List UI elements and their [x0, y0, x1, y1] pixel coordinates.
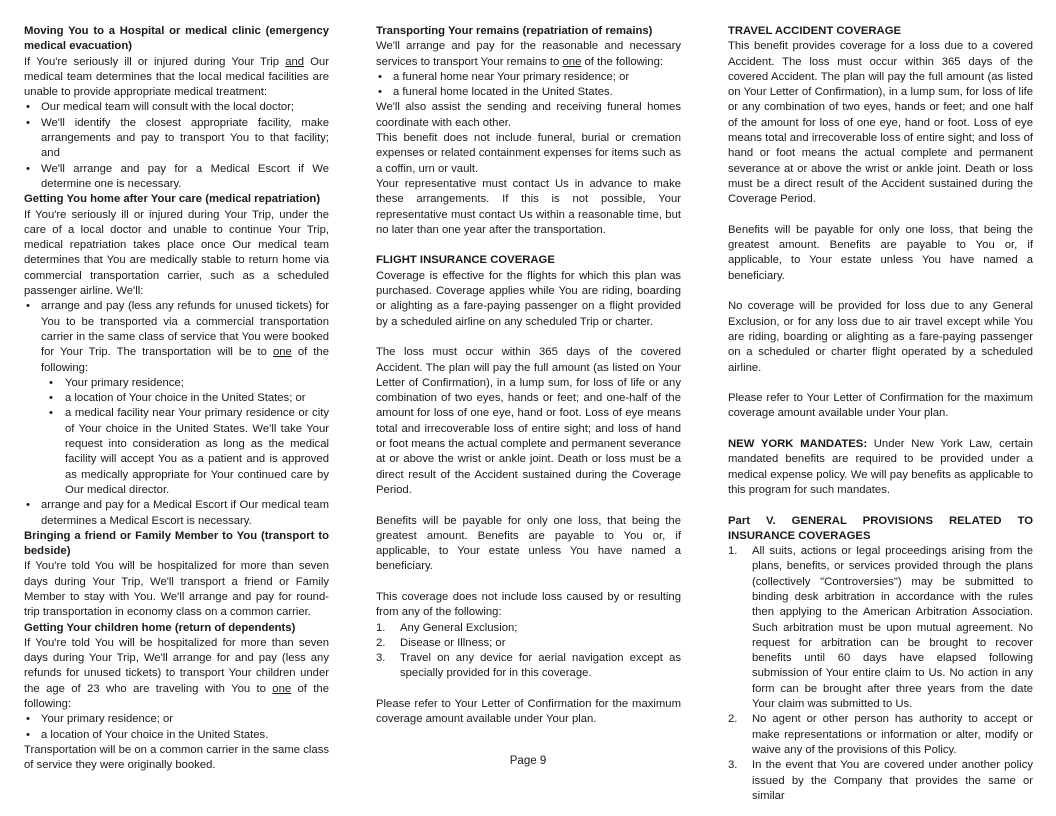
section-heading-transport-to-bedside: Bringing a friend or Family Member to You (transport to bedside) [24, 529, 329, 558]
list-item: • We'll arrange and pay for a Medical Escort if We determine one is necessary. [24, 162, 329, 193]
list-item: • Your primary residence; or [24, 712, 329, 727]
paragraph-representative-contact: Your representative must contact Us in advance to make these arrangements. If this is not possible, Your representative must contact Us within a reasonable time, but no later than one year after the transportation. [376, 177, 681, 236]
paragraph-new-york-mandates: NEW YORK MANDATES: Under New York Law, certain mandated benefits are required to be provided under a medical expense policy. We will pay benefits as applicable to this program for such mandates. [728, 438, 1033, 496]
list-item: • arrange and pay (less any refunds for unused tickets) for You to be transported via a commercial transportation carrier in the same class of service that You were booked for Your Trip. The transportation will be to one of the following: • Your primary residence; • a location of Your choice in the United States; or • a medical facility near Your primary residence or city of Your choice in the United States. We'll take Your request into consideration as long as the medical facility will accept You as a patient and is approved as medically appropriate for Your continued care by Our medical director. [24, 299, 329, 498]
column-left [24, 24, 329, 774]
list-item: • a location of Your choice in the United States. [24, 728, 329, 743]
list-item: • Our medical team will consult with the local doctor; [24, 100, 329, 115]
sub-bullet-list-destinations [24, 376, 329, 498]
column-middle [376, 24, 681, 728]
paragraph-travel-benefits: Benefits will be payable for only one loss, that being the greatest amount. Benefits are payable to You or, if applicable, to Your estate unless You have named a beneficiary. [728, 223, 1033, 282]
column-right [728, 24, 1033, 804]
list-item: 3. In the event that You are covered under another policy issued by the Company that provides the same or similar [728, 759, 1033, 802]
list-item: 1. Any General Exclusion; [376, 621, 518, 634]
paragraph-return-of-dependents: If You're told You will be hospitalized for more than seven days during Your Trip, We'll arrange for and pay (less any refunds for unused tickets) to transport Your children under the age of 23 who are traveling with You to one of the following: [24, 636, 329, 711]
paragraph-dependents-closing: Transportation will be on a common carrier in the same class of service they were originally booked. [24, 743, 329, 772]
paragraph-travel-maximum: Please refer to Your Letter of Confirmation for the maximum coverage amount available under Your plan. [728, 392, 1033, 420]
list-item: • Your primary residence; [24, 376, 329, 391]
list-item: • a funeral home located in the United States. [376, 85, 681, 100]
list-item: • arrange and pay for a Medical Escort if Our medical team determines a Medical Escort is necessary. [24, 498, 329, 529]
paragraph-flight-exclusions-intro: This coverage does not include loss caused by or resulting from any of the following: [376, 590, 681, 619]
paragraph-flight-coverage: Coverage is effective for the flights for which this plan was purchased. Coverage applies while You are riding, boarding or alighting as a fare-paying passenger on a flight provided by a scheduled airline on any scheduled Trip or charter. [376, 269, 681, 328]
paragraph-travel-accident-coverage: This benefit provides coverage for a loss due to a covered Accident. The loss must occur within 365 days of the covered Accident. The plan will pay the full amount (as listed on Your Letter of Confirmation), in a lump sum, for loss of life or any combination of two eyes, hands or feet; and one half of the amount for loss of one eye, hand or foot. Loss of eye means total and irrecoverable loss of entire sight; and loss of hand or foot means the actual complete and permanent severance at or above the wrist or ankle joint. Death or loss must be a direct result of the Accident sustained during the Coverage Period. [728, 40, 1033, 206]
bullet-list-medical-evacuation [24, 100, 329, 192]
paragraph-funeral-exclusions: This benefit does not include funeral, burial or cremation expenses or related containment expenses for items such as a coffin, urn or vault. [376, 132, 681, 175]
paragraph-funeral-coordination: We'll also assist the sending and receiving funeral homes coordinate with each other. [376, 101, 681, 129]
paragraph-medical-evacuation: If You're seriously ill or injured during Your Trip and Our medical team determines that the local medical facilities are unable to provide appropriate medical treatment: [24, 55, 329, 99]
page-number: Page 9 [509, 755, 547, 767]
section-heading-travel-accident: TRAVEL ACCIDENT COVERAGE [728, 25, 902, 37]
section-heading-return-of-dependents: Getting Your children home (return of dependents) [24, 621, 296, 634]
paragraph-flight-maximum: Please refer to Your Letter of Confirmation for the maximum coverage amount available under Your plan. [376, 698, 681, 726]
list-item: 2. No agent or other person has authority to accept or make representations or information or alter, modify or waive any of the provisions of this Policy. [728, 713, 1033, 756]
paragraph-flight-benefits: Benefits will be payable for only one loss, that being the greatest amount. Benefits are payable to You or, if applicable, to Your estate unless You have named a beneficiary. [376, 514, 681, 573]
section-heading-medical-evacuation: Moving You to a Hospital or medical clinic (emergency medical evacuation) [24, 25, 329, 53]
bullet-list-medical-repatriation [24, 299, 329, 528]
numbered-list-flight-exclusions [376, 621, 681, 682]
section-heading-flight-insurance: FLIGHT INSURANCE COVERAGE [376, 254, 555, 267]
paragraph-transport-to-bedside: If You're told You will be hospitalized for more than seven days during Your Trip, We'll transport a friend or Family Member to stay with You. We'll arrange and pay for round-trip transportation in economy class on a common carrier. [24, 560, 329, 619]
paragraph-medical-repatriation: If You're seriously ill or injured during Your Trip, under the care of a local doctor and unable to continue Your Trip, medical repatriation takes place once Our medical team determines that You are medically stable to return home via commercial transportation carrier, such as a scheduled passenger airline. We'll: [24, 208, 329, 298]
paragraph-flight-loss: The loss must occur within 365 days of the covered Accident. The plan will pay the full amount (as listed on Your Letter of Confirmation), in a lump sum, for loss of life or any combination of two eyes, hands or feet; and one-half of the amount for loss of one eye, hand or foot. Loss of eye means total and irrecoverable loss of entire sight; and loss of hand or foot means the actual complete and permanent severance at or above the wrist or ankle joint. Death or loss must be a direct result of the Accident sustained during the Coverage Period. [376, 346, 681, 496]
bullet-list-return-of-dependents [24, 712, 329, 743]
paragraph-repatriation-of-remains: We'll arrange and pay for the reasonable and necessary services to transport Your remains to one of the following: [376, 40, 681, 68]
list-item: • a medical facility near Your primary residence or city of Your choice in the United States. We'll take Your request into consideration as long as the medical facility will accept You as a patient and is approved as medically appropriate for Your continued care by Our medical director. [24, 406, 329, 498]
section-heading-repatriation-of-remains: Transporting Your remains (repatriation of remains) [376, 25, 653, 37]
paragraph-travel-exclusions: No coverage will be provided for loss due to any General Exclusion, or for any loss due to air travel except while You are riding, boarding or alighting as a fare-paying passenger on a scheduled or charter flight operated by a scheduled airline. [728, 300, 1033, 374]
section-heading-medical-repatriation: Getting You home after Your care (medical repatriation) [24, 193, 321, 206]
list-item: • a location of Your choice in the United States; or [24, 391, 329, 406]
list-item: 3. Travel on any device for aerial navigation except as specially provided for in this coverage. [376, 652, 681, 680]
list-item: • a funeral home near Your primary residence; or [376, 70, 681, 85]
list-item: 2. Disease or Illness; or [376, 636, 506, 649]
section-heading-general-provisions: Part V. GENERAL PROVISIONS RELATED TO INSURANCE COVERAGES [728, 514, 1033, 542]
bullet-list-funeral-homes [376, 70, 681, 101]
list-item: • We'll identify the closest appropriate facility, make arrangements and pay to transport You to that facility; and [24, 116, 329, 162]
list-item: 1. All suits, actions or legal proceedings arising from the plans, benefits, or services provided through the plans (collectively "Controversies") may be submitted to binding desk arbitration in accordance with the rules then applying to the American Arbitration Association. Such arbitration must be upon mutual agreement. No request for arbitration can be brought to recover benefits until 60 days have elapsed following submission of Your entire claim to Us. No action in any form can be brought after three years from the date Your claim was submitted to Us. [728, 545, 1033, 711]
